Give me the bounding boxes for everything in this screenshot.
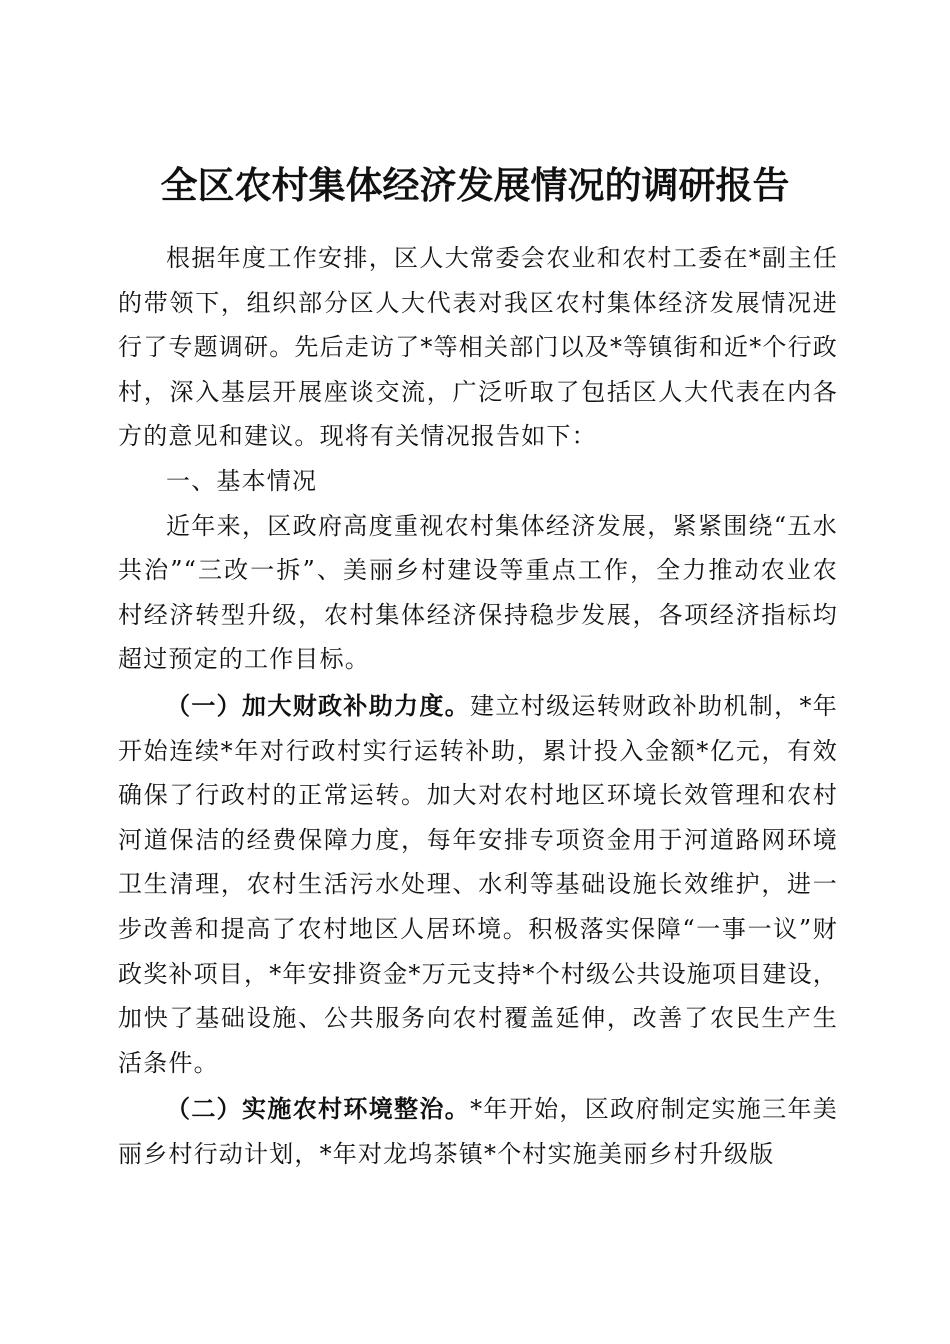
document-title: 全区农村集体经济发展情况的调研报告 — [160, 162, 790, 207]
section1-paragraph: 近年来，区政府高度重视农村集体经济发展，紧紧围绕“五水共治”“三改一拆”、美丽乡村建设等重点工作，全力推动农业农村经济转型升级，农村集体经济保持稳步发展，各项经济指标均超过预定的工作目标。 — [118, 511, 838, 674]
subsection-1-text: 建立村级运转财政补助机制，*年开始连续*年对行政村实行运转补助，累计投入金额*亿元，有效确保了行政村的正常运转。加大对农村地区环境长效管理和农村河道保洁的经费保障力度，每年安排专项资金用于河道路网环境卫生清理，农村生活污水处理、水利等基础设施长效维护，进一步改善和提高了农村地区人居环境。积极落实保障“一事一议”财政奖补项目，*年安排资金*万元支持*个村级公共设施项目建设，加快了基础设施、公共服务向农村覆盖延伸，改善了农民生产生活条件。 — [118, 691, 838, 1077]
subsection-2-paragraph — [118, 1087, 838, 1176]
subsection-2-text: *年开始，区政府制定实施三年美丽乡村行动计划，*年对龙坞茶镇*个村实施美丽乡村升级版 — [118, 1095, 838, 1168]
section-heading-basic-situation: 一、基本情况 — [166, 466, 318, 495]
subsection-1-paragraph — [118, 684, 838, 1085]
subsection-2-lead: （二）实施农村环境整治。 — [166, 1094, 471, 1124]
document-body — [118, 236, 838, 1176]
intro-paragraph: 根据年度工作安排，区人大常委会农业和农村工委在*副主任的带领下，组织部分区人大代表对我区农村集体经济发展情况进行了专题调研。先后走访了*等相关部门以及*等镇街和近*个行政村，深入基层开展座谈交流，广泛听取了包括区人大代表在内各方的意见和建议。现将有关情况报告如下： — [118, 244, 838, 451]
subsection-1-lead: （一）加大财政补助力度。 — [166, 690, 471, 720]
